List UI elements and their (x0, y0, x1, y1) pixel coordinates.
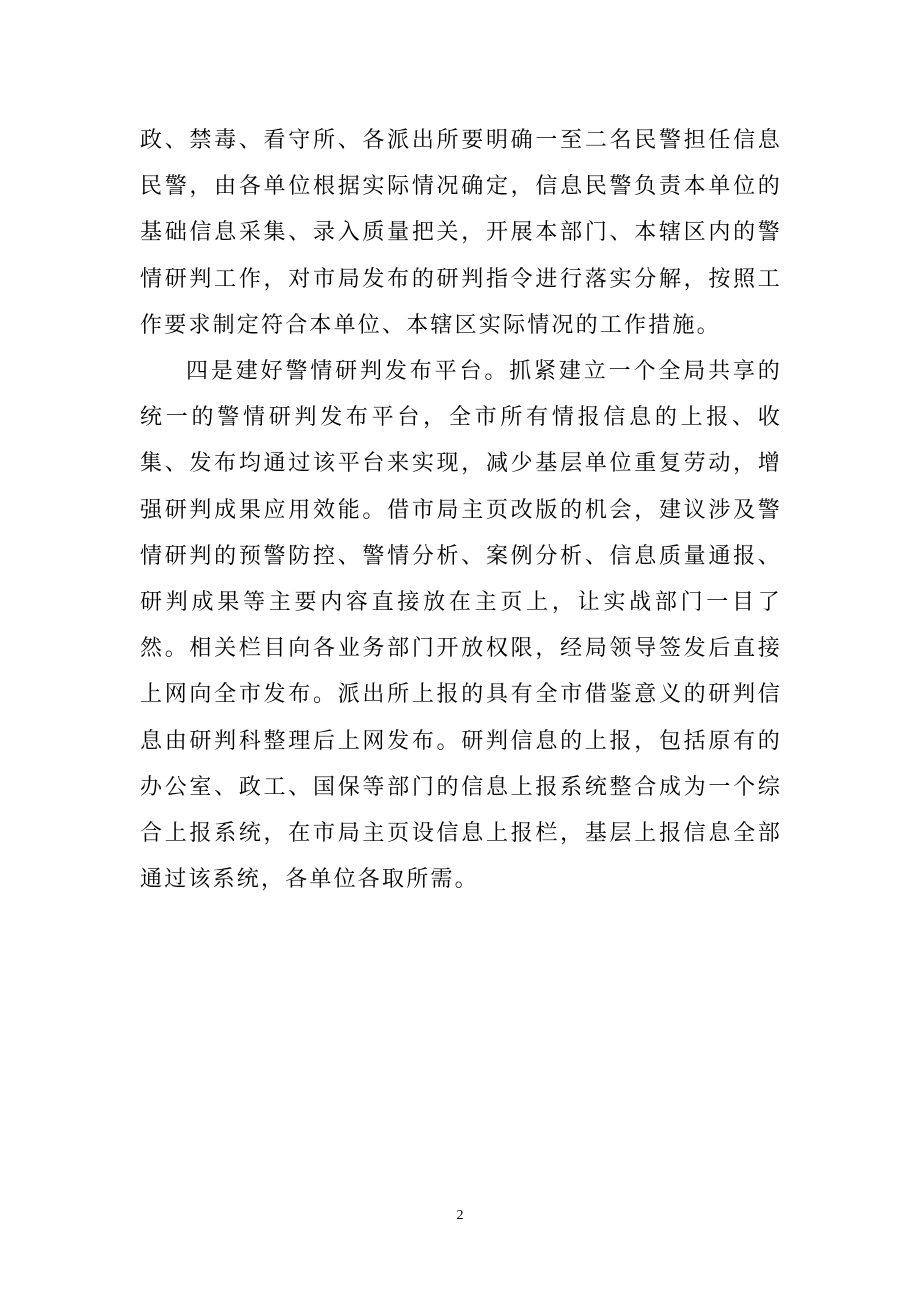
body-text (140, 118, 782, 903)
paragraph-continuation: 政、禁毒、看守所、各派出所要明确一至二名民警担任信息民警，由各单位根据实际情况确定，信息民警负责本单位的基础信息采集、录入质量把关，开展本部门、本辖区内的警情研判工作，对市局发布的研判指令进行落实分解，按照工作要求制定符合本单位、本辖区实际情况的工作措施。 (140, 128, 782, 338)
page-number: 2 (456, 1208, 464, 1223)
paragraph-platform: 四是建好警情研判发布平台。抓紧建立一个全局共享的统一的警情研判发布平台，全市所有情报信息的上报、收集、发布均通过该平台来实现，减少基层单位重复劳动，增强研判成果应用效能。借市局主页改版的机会，建议涉及警情研判的预警防控、警情分析、案例分析、信息质量通报、研判成果等主要内容直接放在主页上，让实战部门一目了然。相关栏目向各业务部门开放权限，经局领导签发后直接上网向全市发布。派出所上报的具有全市借鉴意义的研判信息由研判科整理后上网发布。研判信息的上报，包括原有的办公室、政工、国保等部门的信息上报系统整合成为一个综合上报系统，在市局主页设信息上报栏，基层上报信息全部通过该系统，各单位各取所需。 (140, 359, 782, 893)
